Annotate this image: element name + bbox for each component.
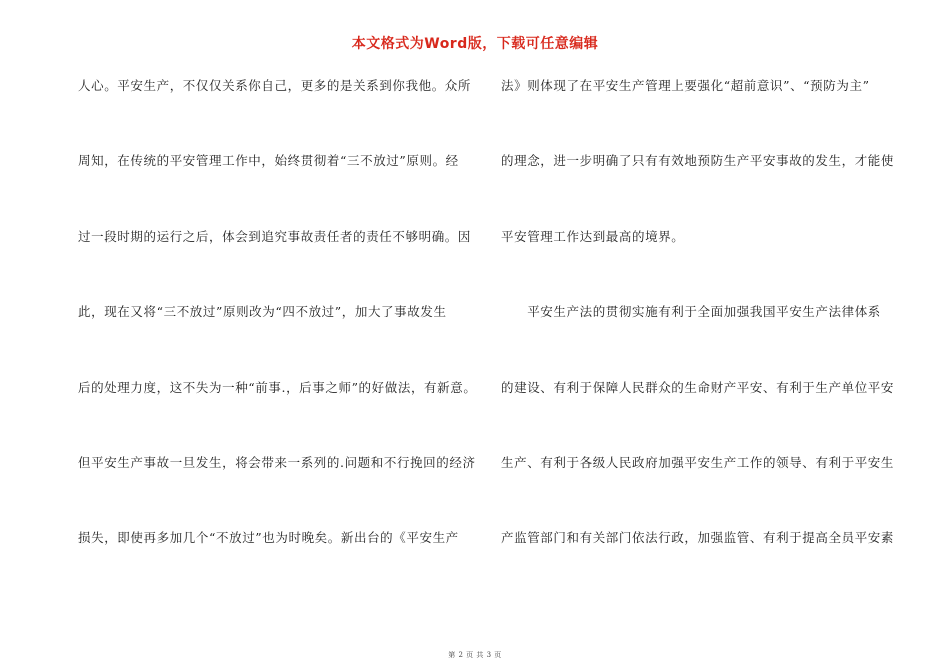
left-text-column — [78, 76, 478, 604]
text-line: 平安管理工作达到最高的境界。 — [501, 228, 685, 244]
text-line: 此，现在又将“三不放过”原则改为“四不放过”，加大了事故发生 — [78, 304, 447, 320]
text-line: 的建设、有利于保障人民群众的生命财产平安、有利于生产单位平安 — [501, 379, 895, 395]
text-line: 周知，在传统的平安管理工作中，始终贯彻着“三不放过”原则。经 — [78, 153, 459, 169]
text-line: 后的处理力度，这不失为一种“前事.，后事之师”的好做法，有新意。 — [78, 379, 477, 395]
text-line: 损失，即使再多加几个“不放过”也为时晚矣。新出台的《平安生产 — [78, 530, 459, 546]
right-text-column — [501, 76, 895, 604]
text-line: 的理念，进一步明确了只有有效地预防生产平安事故的发生，才能使 — [501, 153, 895, 169]
text-line: 但平安生产事故一旦发生，将会带来一系列的.问题和不行挽回的经济 — [78, 454, 476, 470]
document-banner: 本文格式为Word版，下载可任意编辑 — [351, 36, 599, 52]
text-line: 产监管部门和有关部门依法行政，加强监管、有利于提高全员平安素 — [501, 530, 895, 546]
page-number: 第 2 页 共 3 页 — [448, 651, 502, 659]
text-line: 法》则体现了在平安生产管理上要强化“超前意识”、“预防为主” — [501, 78, 870, 93]
text-line: 人心。平安生产，不仅仅关系你自己，更多的是关系到你我他。众所 — [78, 78, 472, 93]
text-line: 生产、有利于各级人民政府加强平安生产工作的领导、有利于平安生 — [501, 454, 895, 470]
text-line: 平安生产法的贯彻实施有利于全面加强我国平安生产法律体系 — [501, 304, 881, 320]
text-line: 过一段时期的运行之后，体会到追究事故责任者的责任不够明确。因 — [78, 228, 472, 244]
